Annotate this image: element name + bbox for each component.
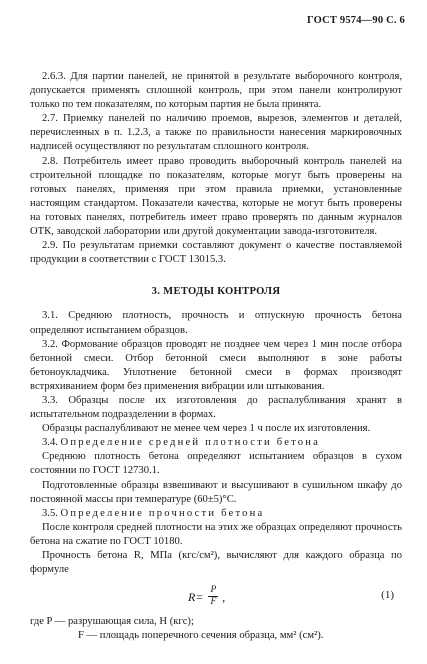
document-body: [30, 70, 402, 643]
paragraph-2-8: 2.8. Потребитель имеет право проводить выборочный контроль панелей на строительной площадке по показателям, которые могут быть проверены на готовых панелях, применяя при этом правила приемки, установленные настоящим стандартом. Показатели качества, которые не могут быть проверены на готовых панелях, потребитель имеет право проверять по данным журналов ОТК, заводской лаборатории или другой документации завода-изготовителя.: [30, 155, 402, 238]
paragraph-3-2: 3.2. Формование образцов проводят не позднее чем через 1 мин после отбора бетонной смеси. Отбор бетонной смеси выполняют в зоне работы бетоноукладчика. Уплотнение бетонной смеси в формах производят встряхиванием форм без применения вибрации или штыкования.: [30, 338, 402, 392]
paragraph-3-5-number: 3.5.: [42, 507, 58, 519]
section-title: 3. МЕТОДЫ КОНТРОЛЯ: [151, 286, 281, 298]
formula-1: [30, 579, 402, 613]
page-header: ГОСТ 9574—90 С. 6: [306, 15, 405, 26]
paragraph-3-4-number: 3.4.: [42, 437, 58, 449]
paragraph-3-4-title: Определение средней плотности бетона: [60, 437, 321, 449]
paragraph-2-9: 2.9. По результатам приемки составляют документ о качестве поставляемой продукции в соответствии с ГОСТ 13015.3.: [30, 240, 402, 266]
formula-legend-line-1: где P — разрушающая сила, Н (кгс);: [30, 616, 194, 628]
formula-number: (1): [381, 589, 394, 602]
formula-comma: ,: [222, 589, 226, 604]
paragraph-3-5-title: Определение прочности бетона: [60, 507, 265, 519]
formula-expression: [188, 585, 225, 608]
paragraph-3-4-heading: [30, 436, 402, 450]
paragraph-3-4-text-1: Среднюю плотность бетона определяют испытанием образцов в сухом состоянии по ГОСТ 12730.1.: [30, 451, 402, 477]
formula-denominator: F: [210, 597, 217, 608]
paragraph-2-7: 2.7. Приемку панелей по наличию проемов, вырезов, элементов и деталей, перечисленных в п. 1.2.3, а также по правильности нанесения маркировочных надписей осуществляют по результатам сплошного контроля.: [30, 113, 402, 153]
formula-numerator: P: [210, 585, 217, 596]
paragraph-3-3: 3.3. Образцы после их изготовления до распалубливания хранят в испытательном подразделении в формах.: [30, 394, 402, 421]
paragraph-3-3-cont: Образцы распалубливают не менее чем через 1 ч после их изготовления.: [42, 423, 371, 435]
paragraph-3-5-text-2: Прочность бетона R, МПа (кгс/см²), вычисляют для каждого образца по формуле: [30, 550, 402, 576]
formula-fraction: [208, 585, 218, 608]
formula-legend-line-2: F — площадь поперечного сечения образца, мм² (см²).: [78, 630, 324, 642]
paragraph-2-6-3: 2.6.3. Для партии панелей, не принятой в результате выборочного контроля, допускается применять сплошной контроль, при этом панели контролируют только по тем показателям, по которым партия не была принята.: [30, 71, 402, 111]
formula-lhs: R=: [188, 589, 204, 604]
paragraph-3-4-text-2: Подготовленные образцы взвешивают и высушивают в сушильном шкафу до постоянной массы при температуре (60±5)°С.: [30, 479, 402, 505]
paragraph-3-5-text-1: После контроля средней плотности на этих же образцах определяют прочность бетона на сжатие по ГОСТ 10180.: [30, 521, 402, 547]
paragraph-3-1: 3.1. Среднюю плотность, прочность и отпускную прочность бетона определяют испытанием образцов.: [30, 310, 402, 336]
paragraph-3-5-heading: [30, 507, 402, 521]
